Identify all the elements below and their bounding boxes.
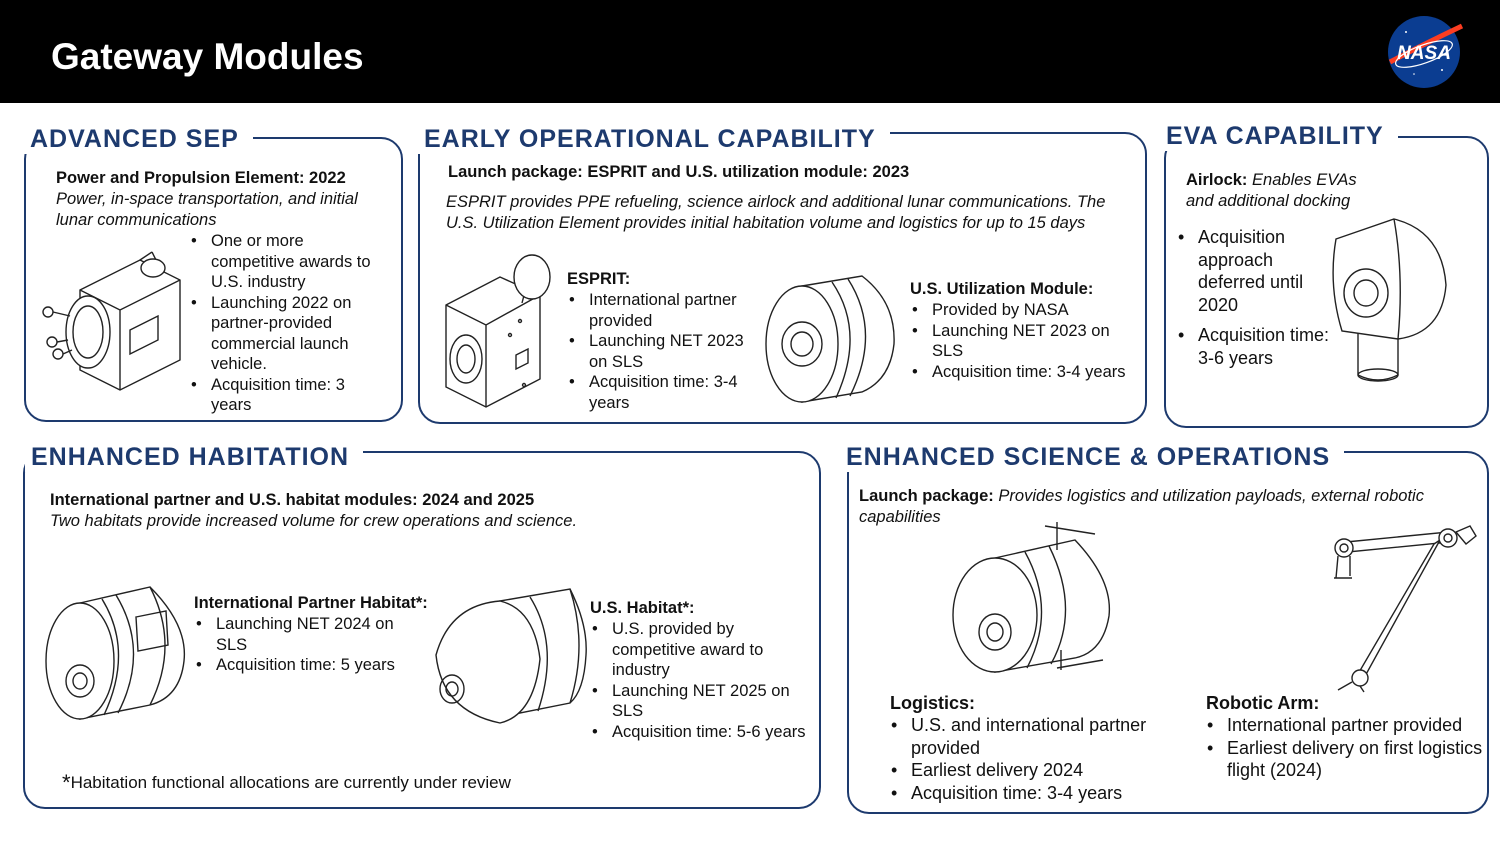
list-item: • International partner provided xyxy=(1205,714,1485,737)
list-item: • Launching NET 2023 on SLS xyxy=(567,331,757,372)
list-item: • International partner provided xyxy=(567,290,757,331)
ip-habitat-title: International Partner Habitat*: xyxy=(194,594,428,612)
eva-title: EVA CAPABILITY xyxy=(1160,121,1398,151)
airlock-description: Enables EVAs and additional docking xyxy=(1186,171,1357,210)
list-item: • Acquisition approach deferred until 2020 xyxy=(1176,226,1341,316)
us-habitat-title: U.S. Habitat*: xyxy=(590,599,695,617)
science-title: ENHANCED SCIENCE & OPERATIONS xyxy=(840,442,1344,472)
esprit-title: ESPRIT: xyxy=(567,270,631,288)
list-item: • Acquisition time: 3-4 years xyxy=(567,372,757,413)
logistics-bullets xyxy=(889,714,1179,804)
robotic-arm-illustration xyxy=(1320,520,1480,695)
list-item: • Acquisition time: 5 years xyxy=(194,655,419,676)
logistics-illustration xyxy=(945,520,1115,675)
list-item: • U.S. and international partner provided xyxy=(889,714,1179,759)
airlock-heading xyxy=(1186,170,1376,211)
advanced-sep-title: ADVANCED SEP xyxy=(24,124,253,154)
us-habitat-illustration xyxy=(430,585,590,730)
list-item: • Launching NET 2023 on SLS xyxy=(910,321,1142,362)
early-ops-description: ESPRIT provides PPE refueling, science airlock and additional lunar communications. The U.S. Utilization Element provides initial habitation volume and logistics for up to 15 days xyxy=(446,193,1106,232)
list-item: • Launching 2022 on partner-provided commercial launch vehicle. xyxy=(189,293,389,375)
utilization-module-illustration xyxy=(762,272,902,407)
eva-bullets xyxy=(1176,226,1341,369)
early-ops-title: EARLY OPERATIONAL CAPABILITY xyxy=(418,124,890,154)
list-item: • Provided by NASA xyxy=(910,300,1142,321)
ppe-heading: Power and Propulsion Element: 2022 xyxy=(56,169,346,187)
header-bar xyxy=(0,0,1500,103)
footnote-text: Habitation functional allocations are currently under review xyxy=(70,773,511,792)
list-item: • Acquisition time: 3-4 years xyxy=(889,782,1179,805)
svg-text:NASA: NASA xyxy=(1397,43,1451,64)
list-item: • Acquisition time: 5-6 years xyxy=(590,722,818,743)
robotic-arm-bullets xyxy=(1205,714,1485,782)
nasa-logo xyxy=(1384,14,1464,90)
list-item: • Acquisition time: 3-4 years xyxy=(910,362,1142,383)
ip-habitat-bullets xyxy=(194,614,419,676)
ppe-illustration xyxy=(40,250,190,400)
ppe-bullets xyxy=(189,231,389,416)
footnote-mark: * xyxy=(62,770,71,795)
airlock-label: Airlock: xyxy=(1186,171,1248,189)
logistics-title: Logistics: xyxy=(890,693,976,713)
habitation-title: ENHANCED HABITATION xyxy=(25,442,363,472)
ip-habitat-illustration xyxy=(40,585,190,720)
launch-package-label: Launch package: xyxy=(859,487,994,505)
list-item: • Earliest delivery 2024 xyxy=(889,759,1179,782)
habitation-heading: International partner and U.S. habitat modules: 2024 and 2025 xyxy=(50,491,535,509)
habitation-footnote xyxy=(62,770,511,796)
list-item: • Launching NET 2024 on SLS xyxy=(194,614,419,655)
list-item: • Acquisition time: 3-6 years xyxy=(1176,324,1341,369)
utilization-title: U.S. Utilization Module: xyxy=(910,280,1094,298)
early-ops-heading: Launch package: ESPRIT and U.S. utilization module: 2023 xyxy=(448,163,910,181)
launch-package-description: Provides logistics and utilization payloads, external robotic capabilities xyxy=(859,487,1424,526)
airlock-illustration xyxy=(1328,215,1453,385)
list-item: • U.S. provided by competitive award to industry xyxy=(590,619,818,681)
ppe-description: Power, in-space transportation, and initial lunar communications xyxy=(56,190,358,229)
utilization-bullets xyxy=(910,300,1142,382)
list-item: • One or more competitive awards to U.S. industry xyxy=(189,231,389,293)
list-item: • Acquisition time: 3 years xyxy=(189,375,389,416)
habitation-description: Two habitats provide increased volume for crew operations and science. xyxy=(50,512,578,530)
list-item: • Launching NET 2025 on SLS xyxy=(590,681,818,722)
us-habitat-bullets xyxy=(590,619,818,742)
list-item: • Earliest delivery on first logistics flight (2024) xyxy=(1205,737,1485,782)
robotic-arm-title: Robotic Arm: xyxy=(1206,693,1320,713)
esprit-illustration xyxy=(440,255,560,410)
esprit-bullets xyxy=(567,290,757,413)
page-title: Gateway Modules xyxy=(51,36,364,77)
